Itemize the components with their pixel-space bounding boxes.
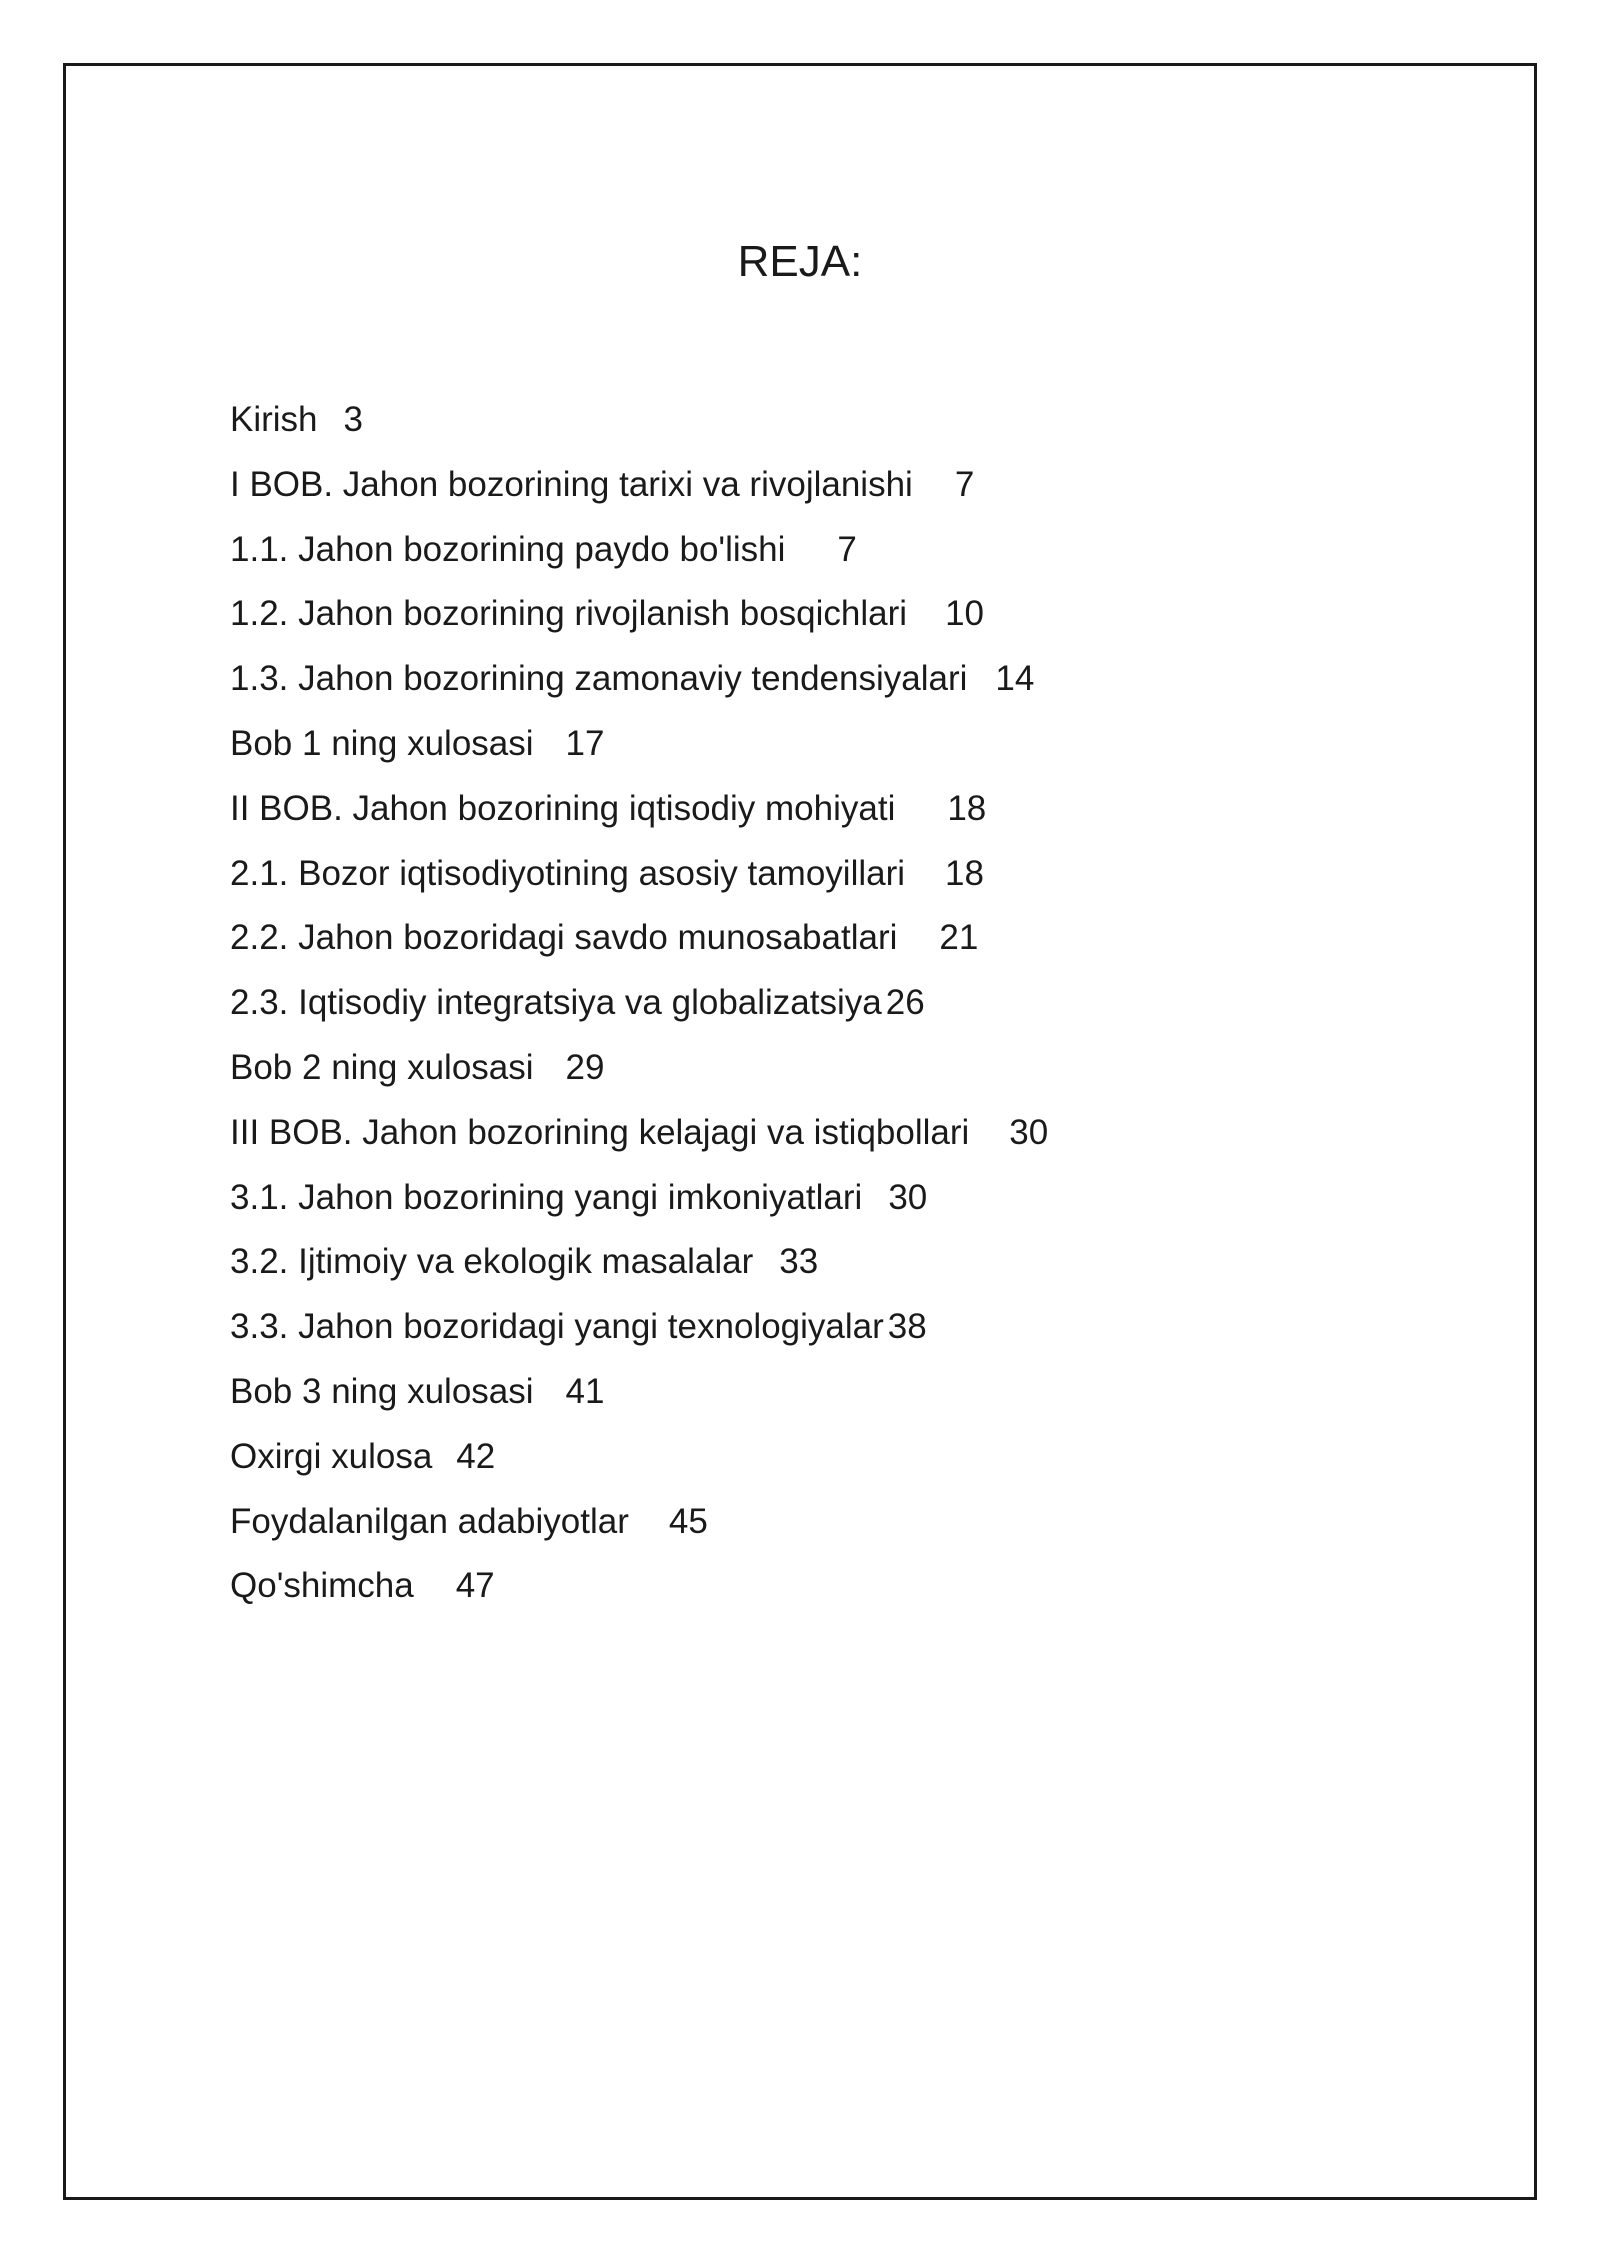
toc-entry-page: 30: [1009, 1112, 1049, 1152]
toc-entry-page: 18: [947, 788, 987, 828]
table-of-contents: [230, 390, 1430, 1621]
toc-entry-page: 33: [779, 1242, 819, 1282]
toc-entry: [230, 1168, 1430, 1233]
toc-entry-page: 17: [565, 723, 605, 763]
toc-entry: [230, 649, 1430, 714]
toc-entry-page: 26: [885, 983, 925, 1023]
toc-entry-page: 7: [954, 464, 975, 504]
toc-entry-page: 38: [887, 1307, 927, 1347]
toc-entry-page: 42: [456, 1436, 496, 1476]
toc-entry-label: Oxirgi xulosa: [230, 1436, 433, 1476]
toc-entry-page: 14: [995, 659, 1035, 699]
toc-entry-label: II BOB. Jahon bozorining iqtisodiy mohiyati: [230, 788, 896, 828]
toc-entry-label: Qo'shimcha: [230, 1566, 414, 1606]
page-title: REJA:: [737, 237, 863, 286]
toc-entry: [230, 1556, 1430, 1621]
toc-entry: [230, 1492, 1430, 1557]
toc-entry-label: Bob 3 ning xulosasi: [230, 1371, 534, 1411]
toc-entry: [230, 520, 1430, 585]
toc-entry: [230, 779, 1430, 844]
toc-entry-label: I BOB. Jahon bozorining tarixi va rivojlanishi: [230, 464, 913, 504]
toc-entry-page: 30: [888, 1177, 928, 1217]
toc-entry: [230, 1038, 1430, 1103]
toc-entry: [230, 455, 1430, 520]
toc-entry-page: 7: [837, 529, 857, 569]
toc-entry-page: 47: [455, 1566, 495, 1606]
toc-entry: [230, 1232, 1430, 1297]
toc-entry-page: 41: [565, 1371, 605, 1411]
toc-entry-label: Bob 1 ning xulosasi: [230, 723, 534, 763]
toc-entry: [230, 714, 1430, 779]
toc-entry: [230, 1427, 1430, 1492]
toc-entry-label: 1.1. Jahon bozorining paydo bo'lishi: [230, 529, 786, 569]
toc-entry-label: 1.3. Jahon bozorining zamonaviy tendensiyalari: [230, 659, 968, 699]
toc-entry-label: III BOB. Jahon bozorining kelajagi va istiqbollari: [230, 1112, 970, 1152]
toc-entry-label: Kirish: [230, 400, 318, 439]
toc-entry: [230, 584, 1430, 649]
toc-entry-page: 10: [945, 594, 985, 634]
toc-entry: [230, 844, 1430, 909]
toc-entry-page: 29: [565, 1047, 605, 1087]
toc-entry-label: 3.2. Ijtimoiy va ekologik masalalar: [230, 1242, 754, 1282]
toc-entry-page: 45: [668, 1501, 708, 1541]
toc-entry-label: Foydalanilgan adabiyotlar: [230, 1501, 629, 1541]
toc-entry-label: 1.2. Jahon bozorining rivojlanish bosqichlari: [230, 594, 908, 634]
toc-entry: [230, 908, 1430, 973]
toc-entry-label: 2.3. Iqtisodiy integratsiya va globalizatsiya: [230, 983, 882, 1023]
toc-entry-label: 3.1. Jahon bozorining yangi imkoniyatlari: [230, 1177, 863, 1217]
toc-entry-label: 2.1. Bozor iqtisodiyotining asosiy tamoyillari: [230, 853, 906, 893]
toc-entry-label: 2.2. Jahon bozoridagi savdo munosabatlari: [230, 918, 898, 958]
toc-entry: [230, 1103, 1430, 1168]
toc-entry: [230, 1297, 1430, 1362]
toc-entry-page: 18: [945, 853, 984, 893]
toc-entry: [230, 973, 1430, 1038]
toc-entry-page: 3: [343, 400, 363, 439]
toc-entry-label: Bob 2 ning xulosasi: [230, 1047, 534, 1087]
toc-entry: [230, 390, 1430, 455]
toc-entry: [230, 1362, 1430, 1427]
toc-entry-label: 3.3. Jahon bozoridagi yangi texnologiyalar: [230, 1307, 884, 1347]
toc-entry-page: 21: [939, 918, 979, 958]
